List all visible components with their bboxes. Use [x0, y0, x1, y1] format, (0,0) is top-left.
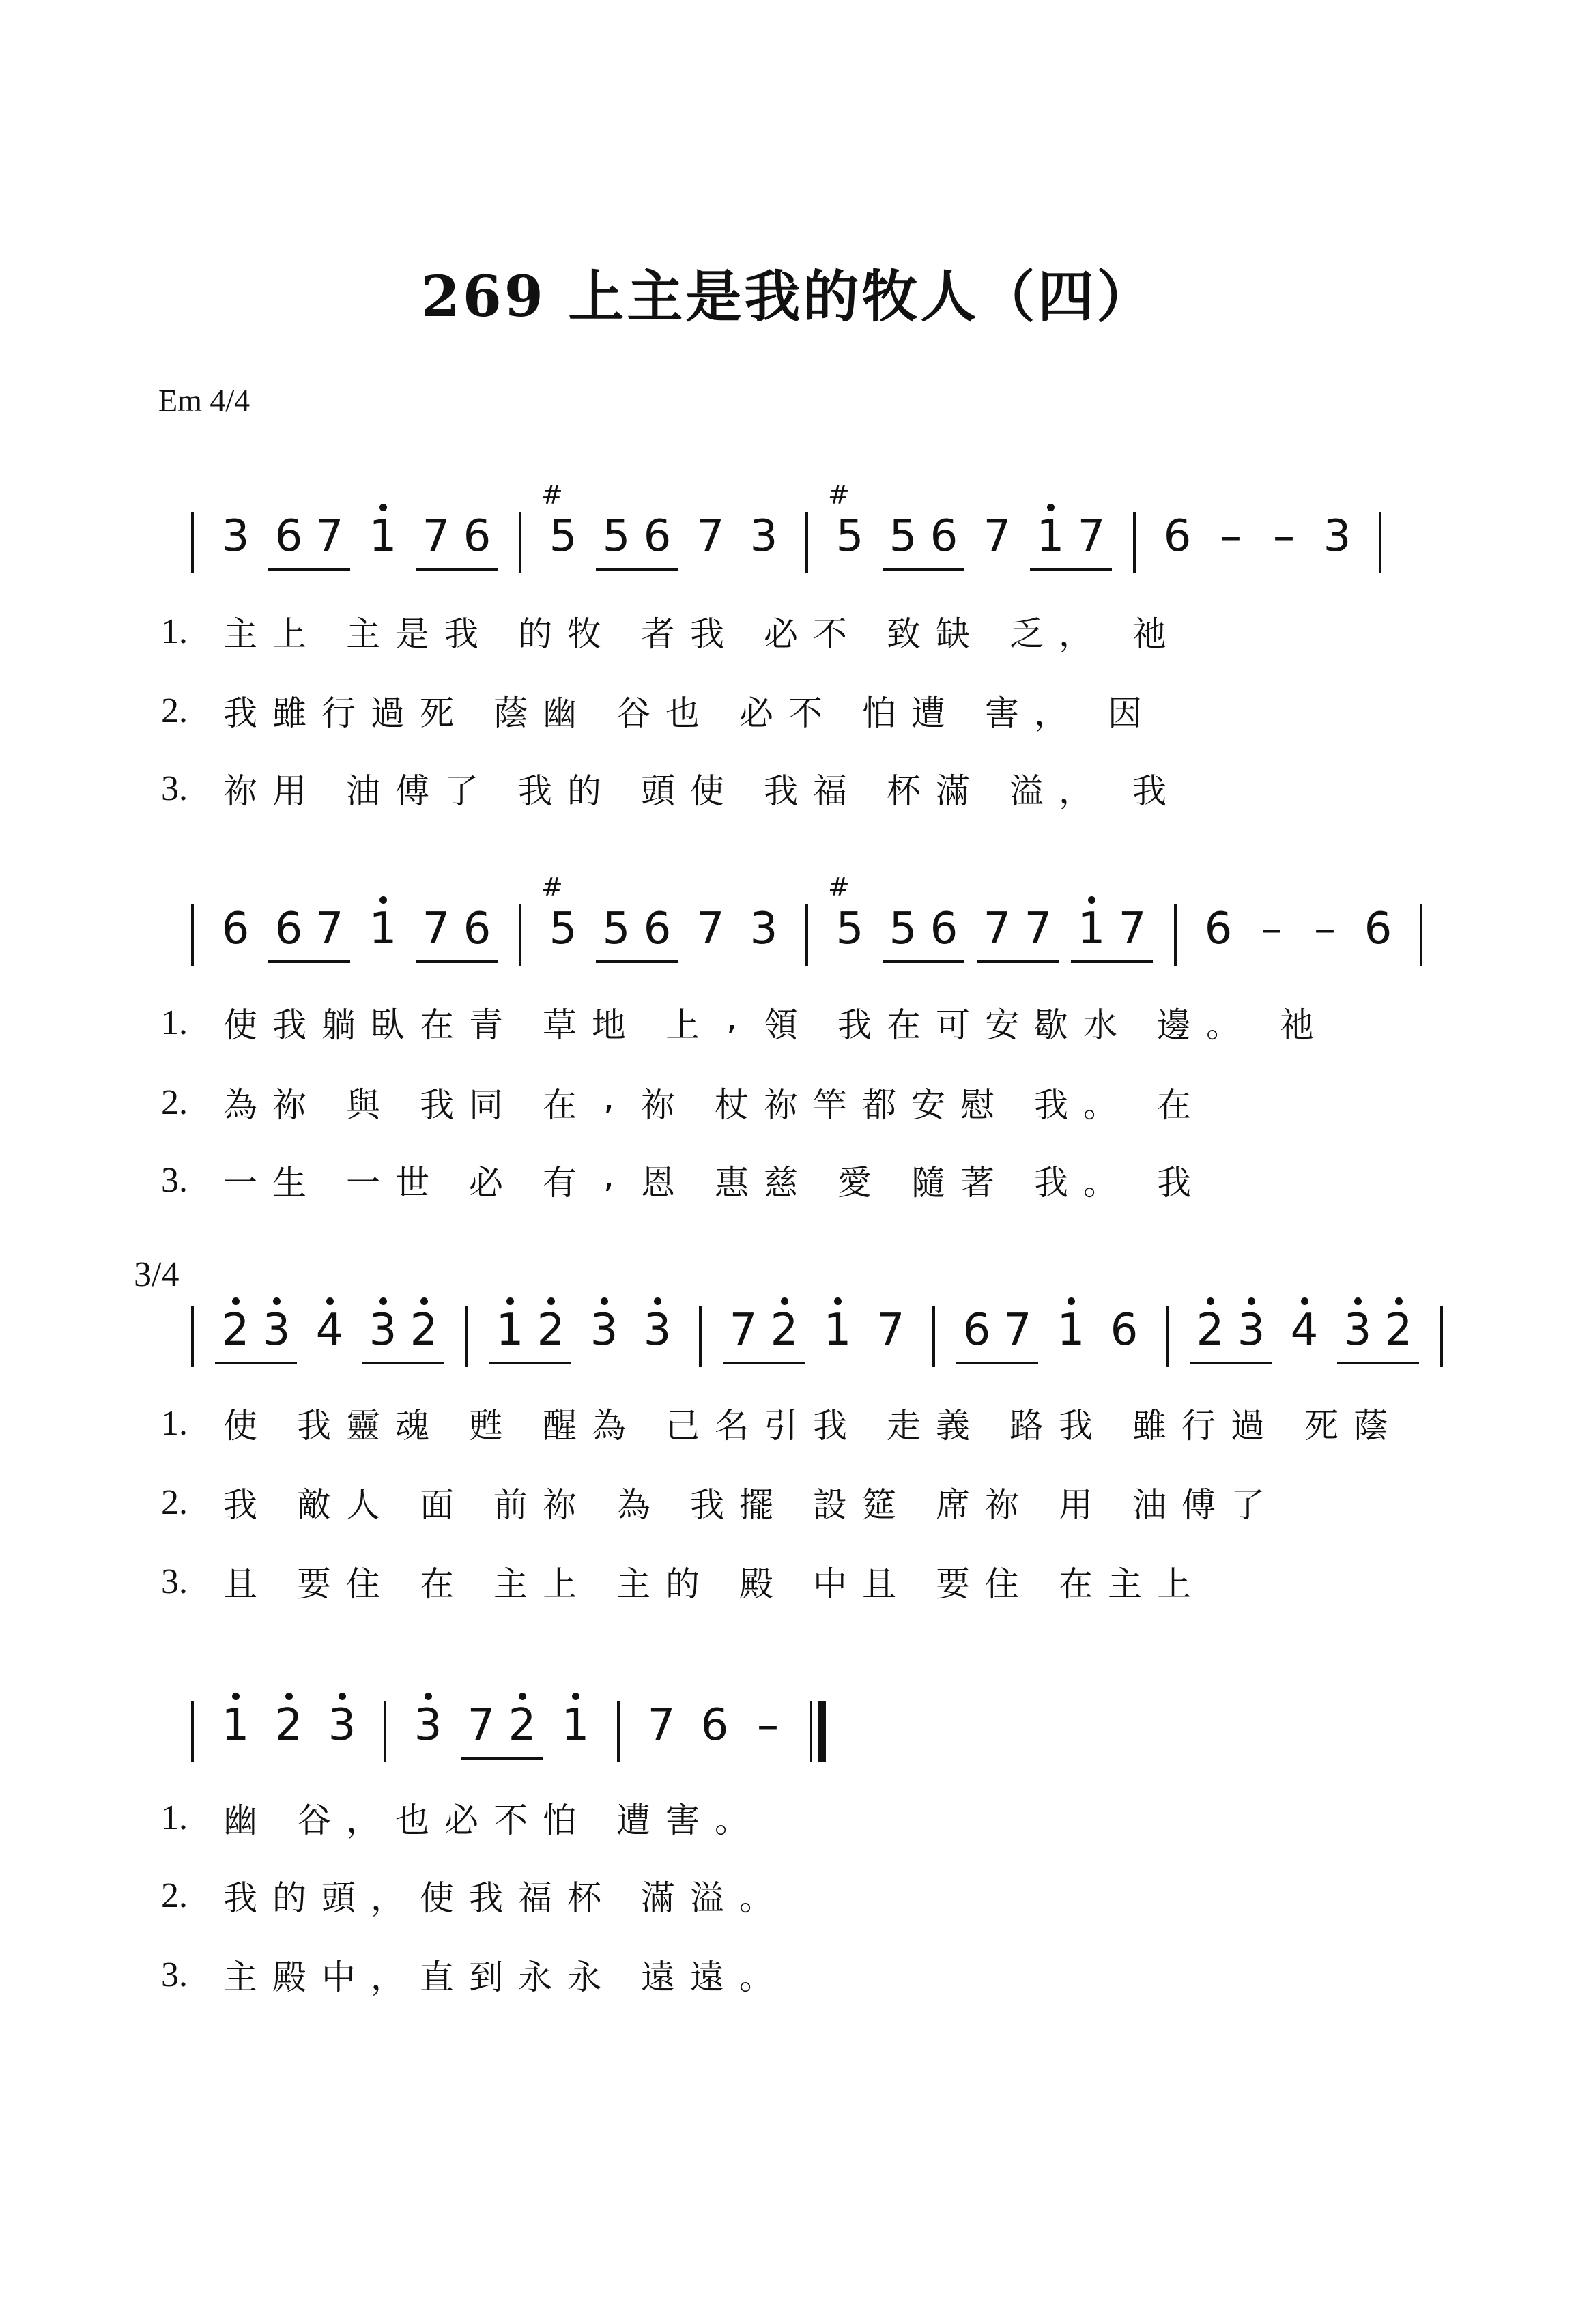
note: 2 — [764, 1299, 805, 1362]
note: 3 — [584, 1299, 625, 1362]
note: 3 — [1323, 511, 1351, 562]
note: 6 — [1204, 904, 1233, 954]
barline — [465, 1306, 468, 1367]
measure — [1151, 505, 1364, 568]
note: 2 — [1190, 1299, 1231, 1362]
note: 6 — [1364, 904, 1392, 954]
note: 3 — [749, 511, 778, 562]
lyric-text: 一 生 一 世 必 有 , 恩 惠 慈 愛 隨 著 我 。 我 — [223, 1156, 1191, 1203]
beamed-note-group — [1030, 505, 1112, 571]
note: 6 — [930, 511, 958, 562]
staff-system-3 — [176, 1299, 1443, 1388]
measure — [209, 1299, 450, 1364]
hymn-title: 269 上主是我的牧人（四） — [420, 264, 1156, 330]
note: 5 # — [829, 898, 870, 960]
lyric-text: 幽 谷 ， 也 必 不 怕 遭 害 。 — [223, 1801, 749, 1840]
note: 3 — [362, 1299, 403, 1362]
beamed-note-group — [416, 505, 498, 571]
measure — [209, 898, 504, 963]
note: 7 — [729, 1305, 758, 1355]
note: – — [1261, 904, 1283, 954]
verse-number: 2. — [161, 1876, 188, 1915]
verse-number: 3. — [161, 1160, 188, 1200]
barline — [1379, 512, 1381, 573]
note: 7 — [1118, 904, 1147, 954]
note: 1 — [489, 1299, 530, 1362]
beamed-note-group — [723, 1299, 805, 1364]
note: 1 — [1071, 898, 1112, 960]
note: 2 — [268, 1694, 309, 1757]
lyric-line-verse-2 — [161, 1871, 781, 1919]
verse-number: 3. — [161, 769, 188, 808]
note: 7 — [315, 511, 344, 562]
note: 3 — [637, 1299, 678, 1362]
measure — [635, 1694, 794, 1757]
note: – — [757, 1700, 779, 1751]
lyric-text: 且 要 住 在 主 上 主 的 殿 中 且 要 住 在 主 上 — [223, 1564, 1191, 1604]
lyric-line-verse-2 — [161, 1078, 1199, 1126]
note: 6 — [274, 511, 303, 562]
barline — [617, 1701, 620, 1762]
lyric-line-verse-3 — [161, 764, 1174, 812]
note: 3 — [749, 904, 778, 954]
note: 3 — [321, 1694, 362, 1757]
beamed-note-group — [489, 1299, 571, 1364]
beamed-note-group — [268, 505, 350, 571]
measure — [717, 1299, 917, 1364]
note: 5 — [889, 511, 917, 562]
note: 5 — [602, 904, 631, 954]
time-signature-change: 3/4 — [134, 1255, 180, 1294]
note: – — [1273, 511, 1295, 562]
barline — [805, 904, 808, 966]
measure — [823, 898, 1159, 963]
note: 2 — [530, 1299, 571, 1362]
note: 3 — [1337, 1299, 1378, 1362]
note: 7 — [422, 904, 450, 954]
verse-number: 1. — [161, 1003, 188, 1042]
barline — [805, 512, 808, 573]
note: 7 — [1024, 904, 1052, 954]
note: 5 — [889, 904, 917, 954]
note: 6 — [274, 904, 303, 954]
note: 4 — [1284, 1299, 1325, 1362]
lyric-text: 主 上 主 是 我 的 牧 者 我 必 不 致 缺 乏 ， 祂 — [223, 614, 1166, 654]
note: 5 # — [829, 505, 870, 568]
note: 3 — [256, 1299, 297, 1362]
beamed-note-group — [1337, 1299, 1419, 1364]
beamed-note-group — [956, 1299, 1038, 1364]
note: 4 — [309, 1299, 350, 1362]
barline — [1174, 904, 1177, 966]
verse-number: 2. — [161, 1482, 188, 1522]
note: 1 — [362, 505, 403, 568]
measure — [536, 898, 790, 963]
note: 1 — [362, 898, 403, 960]
note: 6 — [1163, 511, 1192, 562]
measure — [950, 1299, 1151, 1364]
lyric-line-verse-2 — [161, 1478, 1272, 1526]
note: 7 — [422, 511, 450, 562]
note: – — [1220, 511, 1242, 562]
note: 6 — [221, 904, 250, 954]
beamed-note-group — [215, 1299, 297, 1364]
beamed-note-group — [461, 1694, 543, 1760]
note: 6 — [643, 511, 672, 562]
measure — [209, 505, 504, 571]
note: 1 — [1050, 1299, 1091, 1362]
note: 5 — [602, 511, 631, 562]
measure — [483, 1299, 684, 1364]
lyric-text: 我 敵 人 面 前 祢 為 我 擺 設 筵 席 祢 用 油 傅 了 — [223, 1485, 1265, 1525]
verse-number: 2. — [161, 1082, 188, 1122]
barline — [519, 512, 521, 573]
staff-system-1 — [176, 505, 1381, 594]
measure — [1192, 898, 1405, 960]
note: 1 — [215, 1694, 256, 1757]
barline — [932, 1306, 935, 1367]
lyric-line-verse-1 — [161, 1399, 1395, 1447]
barline — [1440, 1306, 1443, 1367]
lyric-text: 我 雖 行 過 死 蔭 幽 谷 也 必 不 怕 遭 害 ， 因 — [223, 693, 1142, 733]
lyric-text: 祢 用 油 傅 了 我 的 頭 使 我 福 杯 滿 溢 ， 我 — [223, 771, 1166, 811]
verse-number: 1. — [161, 612, 188, 651]
beamed-note-group — [596, 505, 678, 571]
barline — [191, 1701, 194, 1762]
lyric-text: 我 的 頭 ， 使 我 福 杯 滿 溢 。 — [223, 1878, 773, 1918]
note: 7 — [1003, 1305, 1032, 1355]
barline — [1133, 512, 1136, 573]
beamed-note-group — [1190, 1299, 1272, 1364]
note: 6 — [643, 904, 672, 954]
note: 3 — [1231, 1299, 1272, 1362]
note: – — [1314, 904, 1336, 954]
beamed-note-group — [268, 898, 350, 963]
barline — [191, 512, 194, 573]
verse-number: 3. — [161, 1562, 188, 1601]
beamed-note-group — [977, 898, 1059, 963]
note: 7 — [983, 904, 1012, 954]
note: 6 — [463, 511, 491, 562]
note: 1 — [555, 1694, 596, 1757]
note: 6 — [930, 904, 958, 954]
lyric-text: 主 殿 中 ， 直 到 永 永 遠 遠 。 — [223, 1957, 773, 1997]
final-barline — [810, 1701, 826, 1762]
lyric-line-verse-1 — [161, 607, 1174, 655]
note: 7 — [696, 511, 725, 562]
note: 3 — [221, 511, 250, 562]
note: 6 — [700, 1700, 729, 1751]
barline — [384, 1701, 386, 1762]
note: 6 — [962, 1305, 991, 1355]
note: 7 — [647, 1700, 676, 1751]
lyric-line-verse-3 — [161, 1558, 1199, 1605]
note: 3 — [407, 1694, 448, 1757]
beamed-note-group — [416, 898, 498, 963]
note: 1 — [1030, 505, 1071, 568]
note: 7 — [467, 1700, 496, 1751]
verse-number: 3. — [161, 1955, 188, 1994]
barline — [699, 1306, 702, 1367]
note: 1 — [817, 1299, 858, 1362]
barline — [191, 1306, 194, 1367]
note: 7 — [876, 1305, 905, 1355]
measure — [1184, 1299, 1425, 1364]
note: 7 — [315, 904, 344, 954]
note: 2 — [1378, 1299, 1419, 1362]
staff-system-4 — [176, 1694, 826, 1783]
beamed-note-group — [1071, 898, 1153, 963]
note: 5 # — [543, 898, 584, 960]
note: 2 — [403, 1299, 444, 1362]
beamed-note-group — [883, 898, 964, 963]
note: 2 — [502, 1694, 543, 1757]
note: 7 — [983, 511, 1012, 562]
note: 7 — [696, 904, 725, 954]
note: 2 — [215, 1299, 256, 1362]
measure — [401, 1694, 602, 1760]
beamed-note-group — [596, 898, 678, 963]
note: 7 — [1077, 511, 1106, 562]
lyric-line-verse-1 — [161, 999, 1321, 1046]
measure — [823, 505, 1118, 571]
measure — [209, 1694, 369, 1757]
staff-system-2 — [176, 898, 1422, 986]
verse-number: 2. — [161, 691, 188, 730]
beamed-note-group — [883, 505, 964, 571]
note: 6 — [463, 904, 491, 954]
lyric-text: 使 我 躺 臥 在 青 草 地 上 , 領 我 在 可 安 歇 水 邊 。 祂 — [223, 998, 1314, 1045]
barline — [191, 904, 194, 966]
barline — [1420, 904, 1422, 966]
verse-number: 1. — [161, 1403, 188, 1443]
lyric-line-verse-2 — [161, 687, 1149, 734]
barline — [1166, 1306, 1169, 1367]
note: 6 — [1110, 1305, 1138, 1355]
note: 5 # — [543, 505, 584, 568]
lyric-text: 使 我 靈 魂 甦 醒 為 己 名 引 我 走 義 路 我 雖 行 過 死 蔭 — [223, 1406, 1388, 1446]
lyric-line-verse-1 — [161, 1794, 756, 1841]
verse-number: 1. — [161, 1798, 188, 1837]
lyric-line-verse-3 — [161, 1951, 781, 1998]
beamed-note-group — [362, 1299, 444, 1364]
lyric-text: 為 祢 與 我 同 在 , 祢 杖 祢 竿 都 安 慰 我 。 在 — [223, 1078, 1191, 1125]
lyric-line-verse-3 — [161, 1156, 1199, 1204]
key-signature: Em 4/4 — [158, 383, 250, 418]
measure — [536, 505, 790, 571]
barline — [519, 904, 521, 966]
